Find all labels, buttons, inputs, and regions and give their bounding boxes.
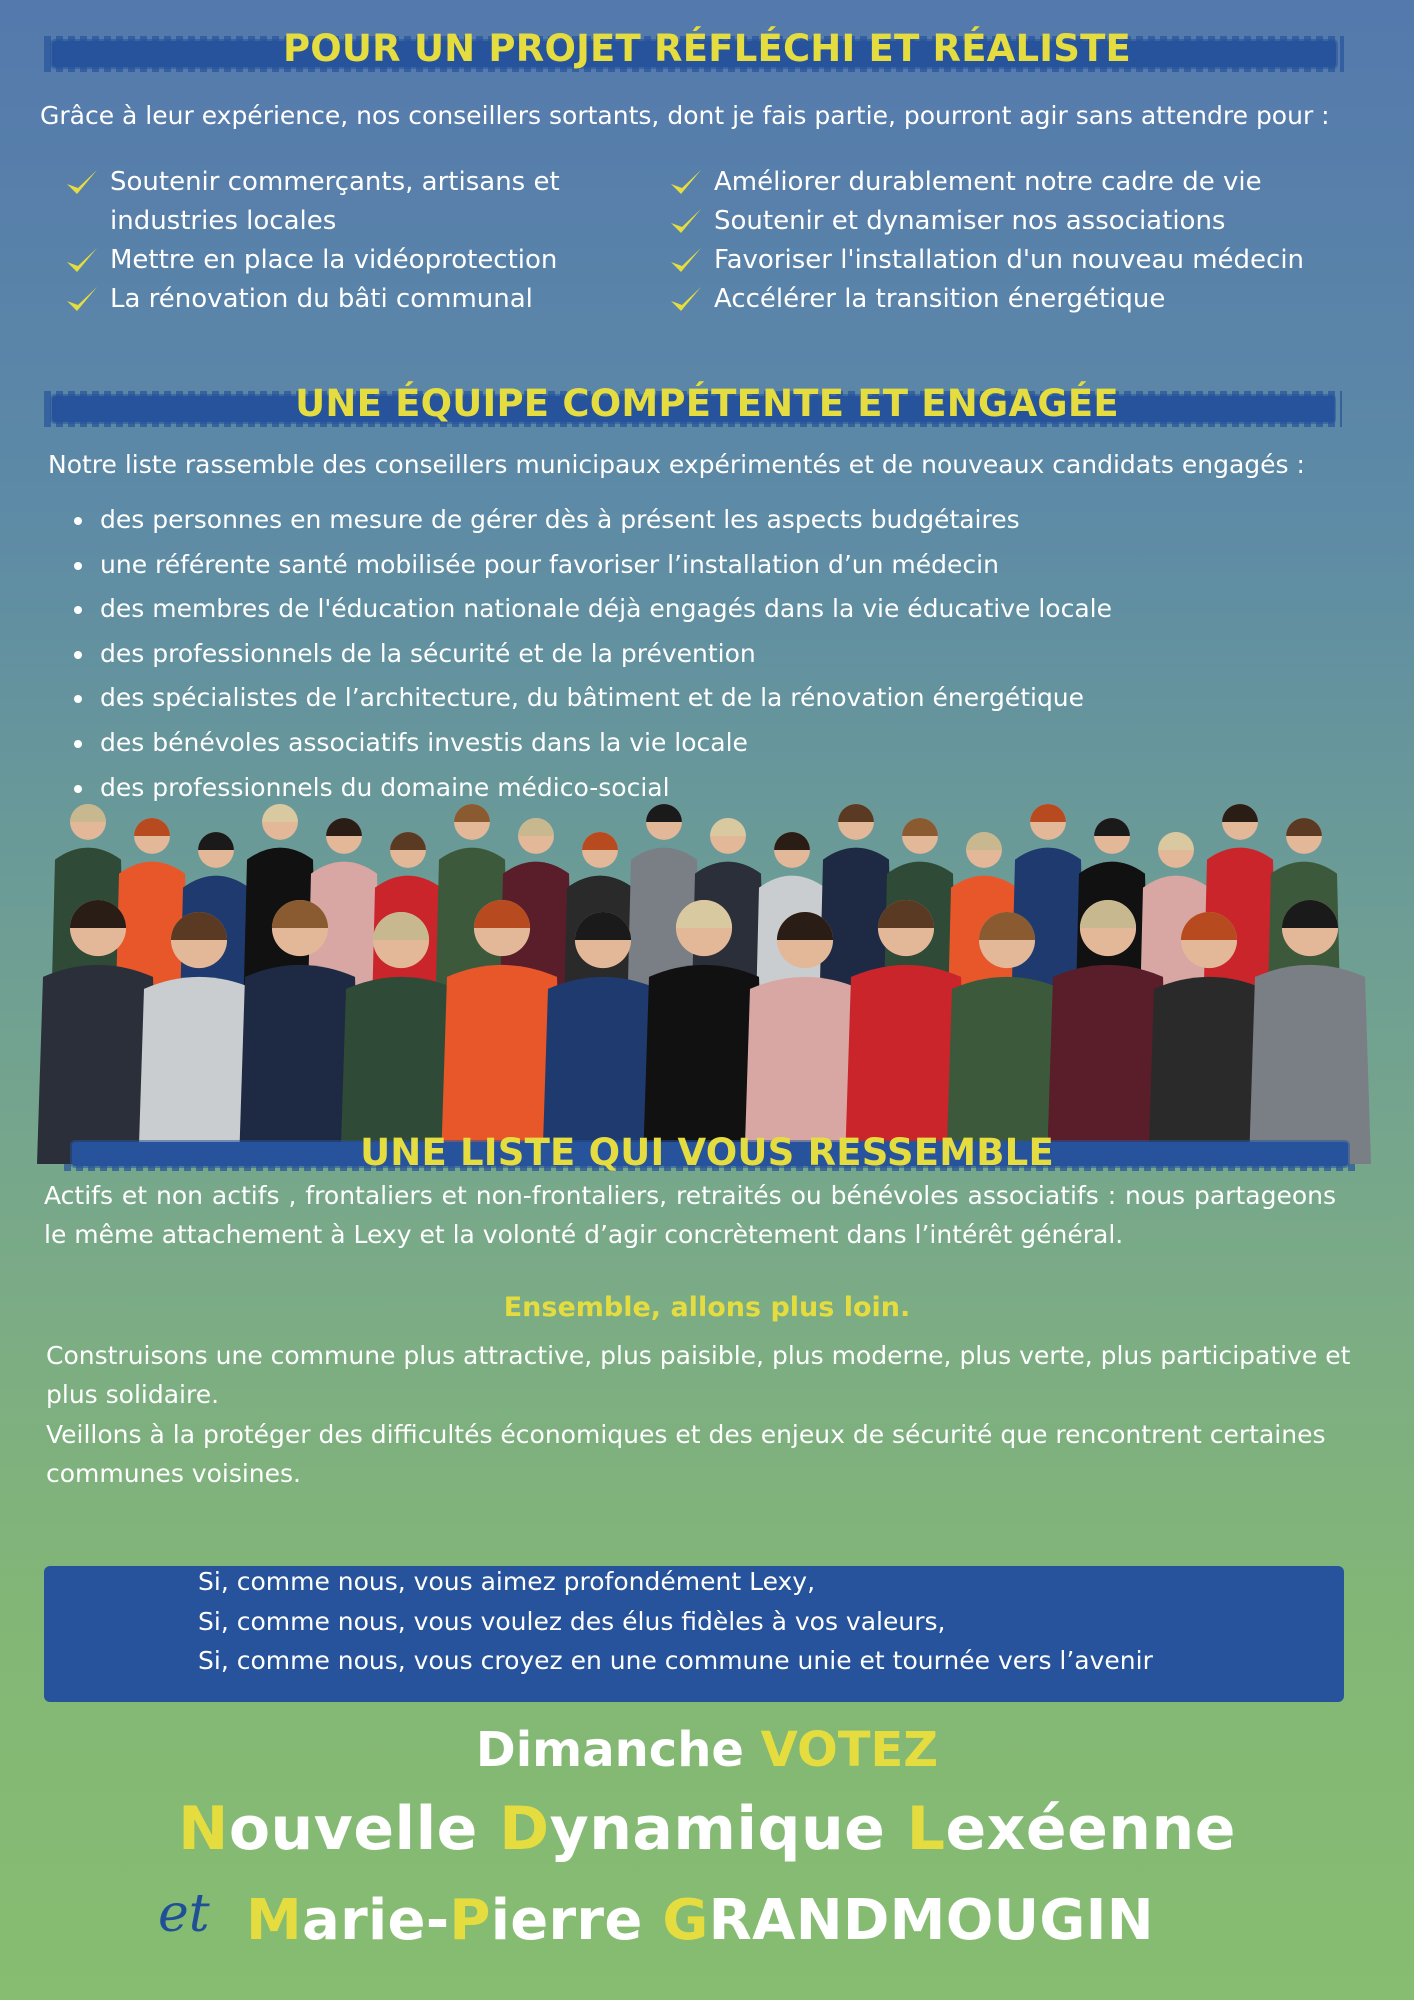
section3-text: Actifs et non actifs , frontaliers et non-frontaliers, retraités ou bénévoles associatifs : nous partageons le même attachement à Lexy et la volonté d’agir concrètement dans l’intérêt général.	[44, 1181, 1336, 1249]
list-item-text: Améliorer durablement notre cadre de vie	[714, 167, 1262, 197]
check-mark-icon	[64, 167, 100, 199]
section4-paragraph-2: Veillons à la protéger des difficultés économiques et des enjeux de sécurité que rencontrent certaines communes voisines.	[46, 1420, 1326, 1488]
candidate-part: arie-	[302, 1888, 450, 1953]
section4-paragraph-1: Construisons une commune plus attractive, plus paisible, plus moderne, plus verte, plus participative et plus solidaire.	[46, 1341, 1351, 1409]
list-item: • des spécialistes de l’architecture, du bâtiment et de la rénovation énergétique	[96, 676, 1112, 721]
list-item: • des personnes en mesure de gérer dès à présent les aspects budgétaires	[96, 498, 1112, 543]
list-name-part: ouvelle	[228, 1794, 500, 1864]
list-item	[662, 202, 1382, 241]
list-item: • des professionnels du domaine médico-social	[96, 766, 1112, 811]
list-item: • des membres de l'éducation nationale déjà engagés dans la vie éducative locale	[96, 587, 1112, 632]
list-item: • des bénévoles associatifs investis dans la vie locale	[96, 721, 1112, 766]
initial-p: P	[449, 1888, 491, 1953]
candidate-name	[246, 1888, 1154, 1953]
initial-l: L	[906, 1794, 946, 1864]
section1-left-list	[58, 163, 618, 319]
check-mark-icon	[668, 245, 704, 277]
quote-lines	[198, 1562, 1153, 1681]
check-mark-icon	[64, 245, 100, 277]
quote-line: Si, comme nous, vous aimez profondément Lexy,	[198, 1567, 816, 1596]
list-item-text: Soutenir et dynamiser nos associations	[714, 206, 1226, 236]
check-mark-icon	[668, 206, 704, 238]
candidate-part: ierre	[490, 1888, 663, 1953]
quote-line: Si, comme nous, vous voulez des élus fidèles à vos valeurs,	[198, 1606, 946, 1636]
candidate-part: RANDMOUGIN	[708, 1888, 1154, 1953]
list-item	[58, 280, 618, 319]
initial-g: G	[662, 1888, 709, 1953]
list-item	[662, 163, 1382, 202]
section1-title: POUR UN PROJET RÉFLÉCHI ET RÉALISTE	[282, 27, 1132, 70]
list-item-text: Soutenir commerçants, artisans et industries locales	[110, 167, 560, 236]
check-mark-icon	[668, 167, 704, 199]
section2-list	[60, 498, 1112, 810]
list-name	[0, 1794, 1414, 1864]
check-mark-icon	[668, 284, 704, 316]
section2-intro: Notre liste rassemble des conseillers municipaux expérimentés et de nouveaux candidats engagés :	[48, 450, 1305, 479]
list-item-text: La rénovation du bâti communal	[110, 284, 533, 314]
list-item	[58, 163, 618, 241]
section1-right-list	[662, 163, 1382, 319]
initial-d: D	[499, 1794, 550, 1864]
list-item-text: Favoriser l'installation d'un nouveau médecin	[714, 245, 1305, 275]
section2-title: UNE ÉQUIPE COMPÉTENTE ET ENGAGÉE	[295, 382, 1119, 425]
check-mark-icon	[64, 284, 100, 316]
list-item	[58, 241, 618, 280]
list-item	[662, 241, 1382, 280]
quote-line: Si, comme nous, vous croyez en une commune unie et tournée vers l’avenir	[198, 1646, 1153, 1675]
et-word: et	[158, 1884, 210, 1944]
vote-line	[0, 1722, 1414, 1778]
section3-title: UNE LISTE QUI VOUS RESSEMBLE	[360, 1131, 1054, 1174]
initial-n: N	[178, 1794, 229, 1864]
list-name-part: ynamique	[549, 1794, 907, 1864]
list-item-text: Accélérer la transition énergétique	[714, 284, 1166, 314]
list-item: • une référente santé mobilisée pour favoriser l’installation d’un médecin	[96, 543, 1112, 588]
vote-dimanche: Dimanche	[475, 1722, 744, 1778]
vote-votez: VOTEZ	[760, 1722, 939, 1778]
section4-subtitle: Ensemble, allons plus loin.	[503, 1292, 911, 1323]
list-item: • des professionnels de la sécurité et de la prévention	[96, 632, 1112, 677]
section1-intro: Grâce à leur expérience, nos conseillers sortants, dont je fais partie, pourront agir sans attendre pour :	[40, 101, 1330, 130]
list-name-part: exéenne	[945, 1794, 1236, 1864]
initial-m: M	[246, 1888, 303, 1953]
group-photo	[28, 800, 1384, 1164]
list-item-text: Mettre en place la vidéoprotection	[110, 245, 558, 275]
list-item	[662, 280, 1382, 319]
